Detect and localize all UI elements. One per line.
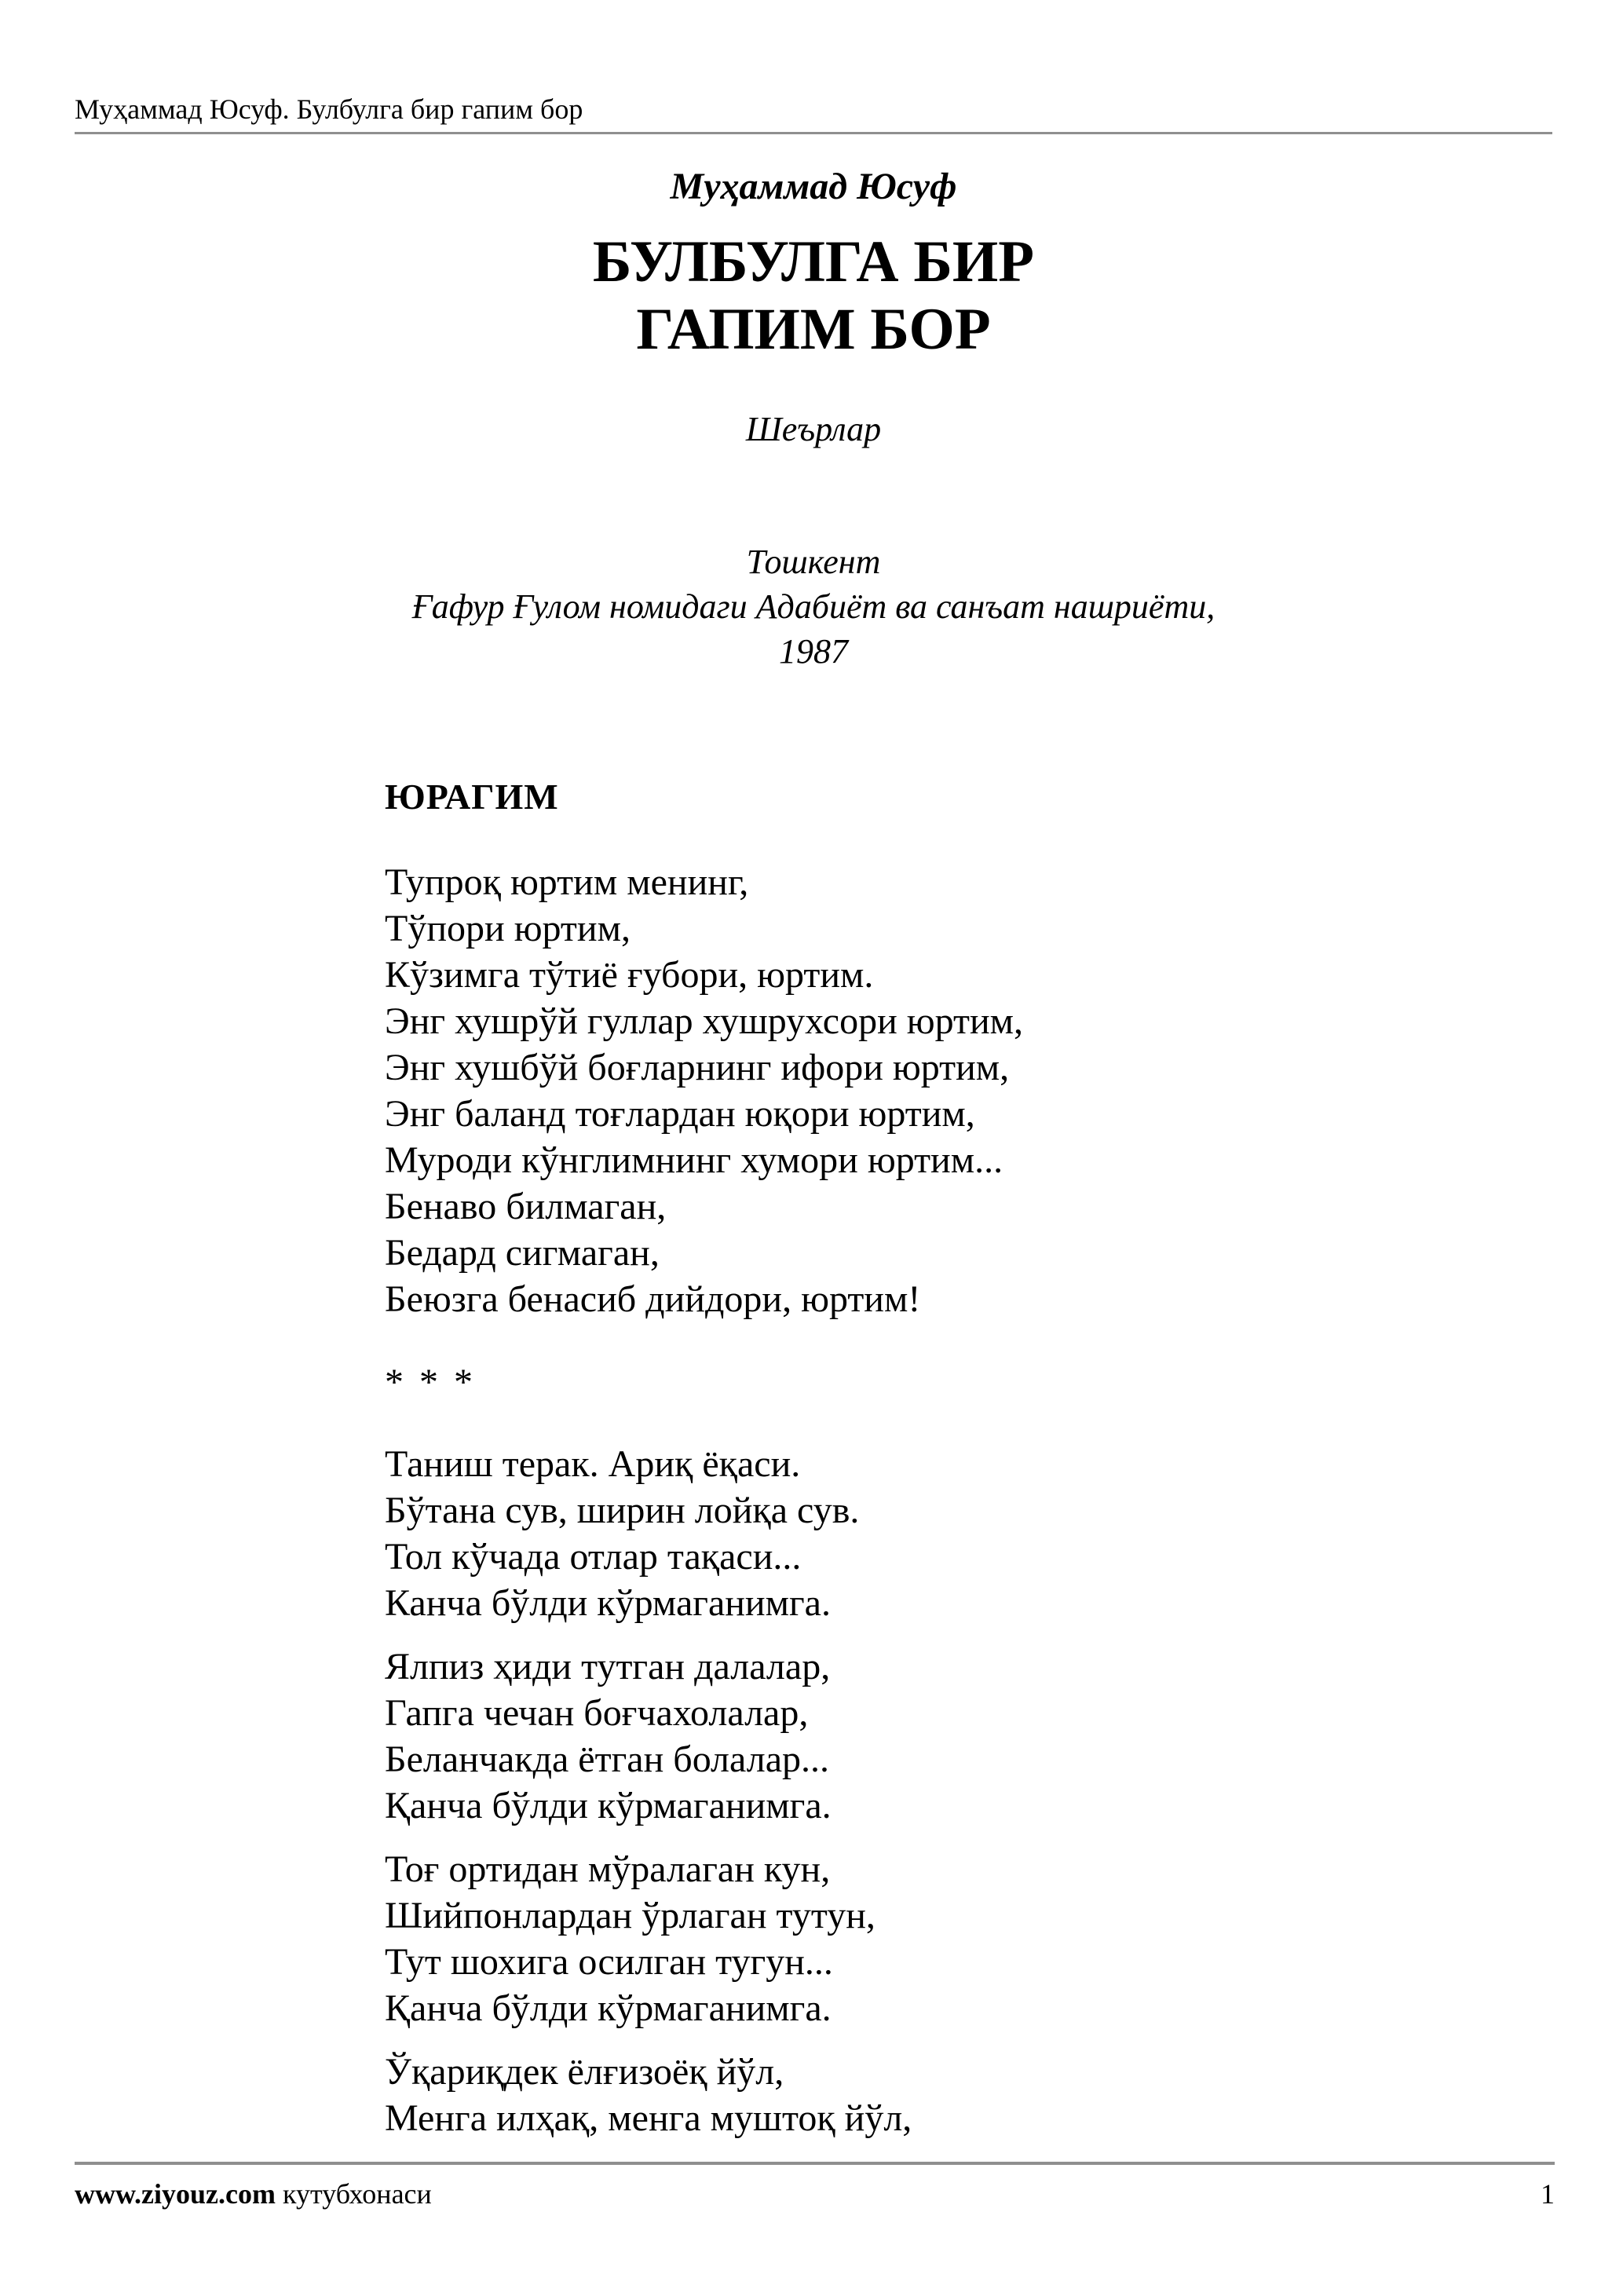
poem-line: Ўқариқдек ёлғизоёқ йўл,: [385, 2051, 784, 2093]
footer-library-label: [75, 2176, 432, 2212]
imprint-block: [75, 539, 1552, 674]
poem-line: Ялпиз ҳиди тутган далалар,: [385, 1646, 831, 1687]
poem-line: Муроди кўнглимнинг хумори юртим...: [385, 1139, 1003, 1181]
imprint-year: 1987: [779, 632, 848, 671]
poem-line: Беланчакда ётган болалар...: [385, 1738, 829, 1780]
stanza-4: [385, 1846, 1552, 2031]
book-title-line-2: ГАПИМ БОР: [636, 297, 991, 362]
poem-line: Тол кўчада отлар тақаси...: [385, 1536, 802, 1578]
stanza-1: [385, 859, 1552, 1322]
poem-line: Бўтана сув, ширин лойқа сув.: [385, 1490, 860, 1531]
poem-line: Беюзга бенасиб дийдори, юртим!: [385, 1278, 921, 1320]
stanza-5: [385, 2049, 1552, 2141]
poem-line: Бенаво билмаган,: [385, 1186, 667, 1227]
poem-line: Шийпонлардан ўрлаган тутун,: [385, 1895, 875, 1936]
genre-subtitle: Шеърлар: [745, 410, 882, 448]
poem-line: Гапга чечан боғчахолалар,: [385, 1692, 809, 1734]
book-title-line-1: БУЛБУЛГА БИР: [592, 229, 1035, 294]
poem-line: Таниш терак. Ариқ ёқаси.: [385, 1443, 801, 1485]
poem-line: Энг баланд тоғлардан юқори юртим,: [385, 1093, 975, 1135]
author-name: Муҳаммад Юсуф: [670, 166, 957, 207]
poem-line: Тўпори юртим,: [385, 908, 631, 949]
header-divider: [75, 132, 1552, 134]
poem-line: Энг хушрўй гуллар хушрухсори юртим,: [385, 1000, 1024, 1042]
poem-title: ЮРАГИМ: [385, 777, 559, 817]
poem-line: Тут шохига осилган тугун...: [385, 1941, 833, 1983]
imprint-publisher: Ғафур Ғулом номидаги Адабиёт ва санъат нашриёти,: [411, 587, 1215, 626]
poem-line: Тоғ ортидан мўралаган кун,: [385, 1848, 831, 1890]
poem-line: Менга илҳақ, менга муштоқ йўл,: [385, 2097, 912, 2139]
stanza-3: [385, 1643, 1552, 1829]
stanza-separator: * * *: [385, 1362, 476, 1403]
stanza-2: [385, 1441, 1552, 1626]
poem-line: Канча бўлди кўрмаганимга.: [385, 1582, 831, 1624]
page-number: 1: [1541, 2178, 1555, 2210]
poem-line: Энг хушбўй боғларнинг ифори юртим,: [385, 1047, 1010, 1088]
poem-line: Тупроқ юртим менинг,: [385, 861, 749, 903]
poem-line: Кўзимга тўтиё ғубори, юртим.: [385, 954, 874, 996]
poem-line: Қанча бўлди кўрмаганимга.: [385, 1785, 832, 1826]
poem-line: Бедард сигмаган,: [385, 1232, 660, 1274]
book-title: [75, 229, 1552, 364]
running-header: Муҳаммад Юсуф. Булбулга бир гапим бор: [75, 93, 583, 125]
imprint-city: Тошкент: [746, 543, 881, 581]
page-footer: [75, 2162, 1555, 2212]
poem-line: Қанча бўлди кўрмаганимга.: [385, 1987, 832, 2029]
footer-site-url: www.ziyouz.com: [75, 2178, 276, 2210]
footer-divider: [75, 2162, 1555, 2165]
footer-library-suffix: кутубхонаси: [275, 2178, 432, 2210]
